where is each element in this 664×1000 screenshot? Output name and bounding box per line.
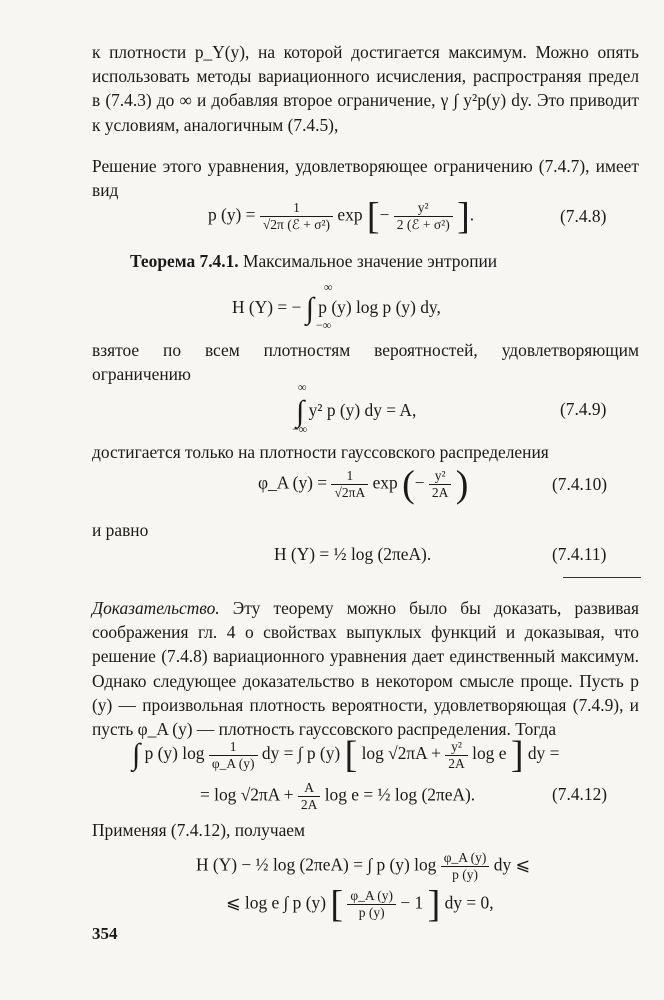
- denominator: 2A: [445, 755, 468, 772]
- formula-part: dy ⩽: [493, 854, 531, 875]
- paragraph-constraint: взятое по всем плотностям вероятностей, удовлетворяющим ограничению: [92, 340, 639, 385]
- left-bracket: [: [344, 734, 358, 776]
- fraction: [347, 888, 396, 921]
- formula-rhs: p (y) log p (y) dy,: [318, 297, 441, 317]
- left-paren: (: [402, 463, 415, 506]
- numerator: y²: [417, 200, 429, 215]
- integral-sign: ∫: [296, 395, 305, 428]
- equation-number-7-4-11: (7.4.11): [552, 544, 607, 564]
- proof-text: Эту теорему можно было бы доказать, развивая соображения гл. 4 о свойствах выпуклых функций и доказывая, что решение (7.4.8) вариационного уравнения дает единственный максимум. Однако следующее доказательство в некотором смысле проще. Пусть p (y) — произвольная плотность вероятности, удовлетворяющая (7.4.9), и пусть φ_A (y) — плотность гауссовского распределения. Тогда: [92, 598, 639, 740]
- equation-number-7-4-12: (7.4.12): [552, 784, 608, 804]
- numerator: φ_A (y): [350, 888, 394, 903]
- lower-limit: −∞: [316, 318, 332, 332]
- formula-part: log e: [472, 743, 507, 763]
- right-bracket: ]: [510, 734, 524, 776]
- page-number: 354: [92, 924, 118, 943]
- formula-part: dy = ∫ p (y): [261, 743, 341, 763]
- exp-label: exp: [372, 472, 398, 493]
- formula-part: ⩽ log e ∫ p (y): [226, 892, 326, 913]
- formula-entropy: [232, 292, 441, 326]
- paragraph-proof: [92, 596, 639, 741]
- fraction: [331, 468, 368, 501]
- equation-number-7-4-8: (7.4.8): [560, 206, 607, 226]
- lower-limit: −∞: [292, 422, 308, 436]
- fraction-inner: [394, 200, 453, 233]
- denominator: √2π (ℰ + σ²): [260, 216, 333, 233]
- left-bracket: [: [366, 195, 380, 238]
- right-paren: ): [455, 463, 469, 506]
- denominator: 2A: [429, 484, 452, 501]
- denominator: p (y): [347, 904, 396, 921]
- formula-part: p (y) log: [144, 743, 205, 763]
- formula-part: − 1: [400, 892, 424, 913]
- denominator: φ_A (y): [209, 755, 258, 772]
- numerator: y²: [451, 738, 462, 754]
- fraction: [298, 780, 321, 813]
- denominator: p (y): [441, 866, 490, 883]
- formula-7-4-11: H (Y) = ½ log (2πeA).: [274, 544, 432, 564]
- formula-lhs: H (Y) = −: [232, 297, 302, 317]
- integral-sign: ∫: [305, 292, 314, 325]
- upper-limit: ∞: [298, 380, 307, 394]
- numerator: 1: [293, 200, 300, 215]
- exp-label: exp: [337, 204, 363, 225]
- upper-limit: ∞: [324, 280, 333, 294]
- formula-body: y² p (y) dy = A,: [308, 400, 417, 420]
- theorem-heading: Теорема 7.4.1.: [130, 251, 239, 271]
- numerator: 1: [229, 738, 237, 754]
- paragraph-intro: к плотности p_Y(y), на которой достигается максимум. Можно опять использовать методы вариационного исчисления, распространяя предел в (7.4.3) до ∞ и добавляя второе ограничение, γ ∫ y²p(y) dy. Это приводит к условиям, аналогичным (7.4.5),: [92, 42, 639, 135]
- formula-part: H (Y) − ½ log (2πeA) = ∫ p (y) log: [196, 854, 437, 875]
- paragraph-applying: Применяя (7.4.12), получаем: [92, 820, 306, 840]
- denominator: 2 (ℰ + σ²): [394, 216, 453, 233]
- formula-7-4-8: p (y) = $\frac{1}{\text{√2π (ℰ + σ²)}}$ exp [− $\frac{\text{y²}}{\text{2 (ℰ + σ²)}}$ ].: [208, 195, 475, 238]
- integral-sign: ∫: [132, 738, 141, 771]
- formula-7-4-12-line2: [200, 780, 475, 813]
- formula-final-line2: [226, 883, 494, 926]
- denominator: 2A: [298, 796, 321, 813]
- denominator: √2πA: [331, 484, 368, 501]
- formula-part: dy =: [527, 743, 560, 763]
- fraction: [209, 739, 258, 772]
- fraction: [441, 850, 490, 883]
- fraction-y2: [445, 739, 468, 772]
- theorem-text: Максимальное значение энтропии: [243, 251, 498, 271]
- numerator: y²: [434, 468, 446, 483]
- end-of-theorem-rule: [563, 577, 641, 578]
- numerator: 1: [346, 468, 354, 483]
- formula-final-line1: [196, 850, 530, 883]
- numerator: φ_A (y): [443, 850, 487, 865]
- formula-7-4-12-line1: [132, 734, 560, 776]
- theorem-line: [130, 251, 497, 272]
- fraction-inner: [429, 468, 452, 501]
- numerator: A: [304, 780, 314, 795]
- paragraph-solution: Решение этого уравнения, удовлетворяющее ограничению (7.4.7), имеет вид: [92, 156, 639, 201]
- formula-7-4-9: [296, 395, 416, 429]
- proof-heading: Доказательство.: [92, 598, 220, 618]
- right-bracket: ]: [427, 883, 441, 926]
- formula-part: dy = 0,: [444, 892, 494, 913]
- fraction: [260, 200, 333, 233]
- paragraph-gaussian: достигается только на плотности гауссовского распределения: [92, 442, 549, 462]
- right-bracket: ]: [457, 195, 470, 238]
- formula-part: log e = ½ log (2πeA).: [324, 784, 476, 805]
- equation-number-7-4-9: (7.4.9): [560, 399, 607, 419]
- formula-lhs: φ_A (y) =: [258, 472, 328, 493]
- equation-number-7-4-10: (7.4.10): [552, 474, 608, 494]
- paragraph-equals: и равно: [92, 520, 149, 540]
- formula-lhs: p (y) =: [208, 204, 256, 225]
- formula-part: = log √2πA +: [200, 784, 294, 805]
- left-bracket: [: [330, 883, 344, 926]
- formula-part: log √2πA +: [361, 743, 441, 763]
- formula-7-4-10: φ_A (y) = $\frac{1}{√2\pi A}$ exp (− $\frac{\text{y²}}{2A}$ ): [258, 463, 469, 506]
